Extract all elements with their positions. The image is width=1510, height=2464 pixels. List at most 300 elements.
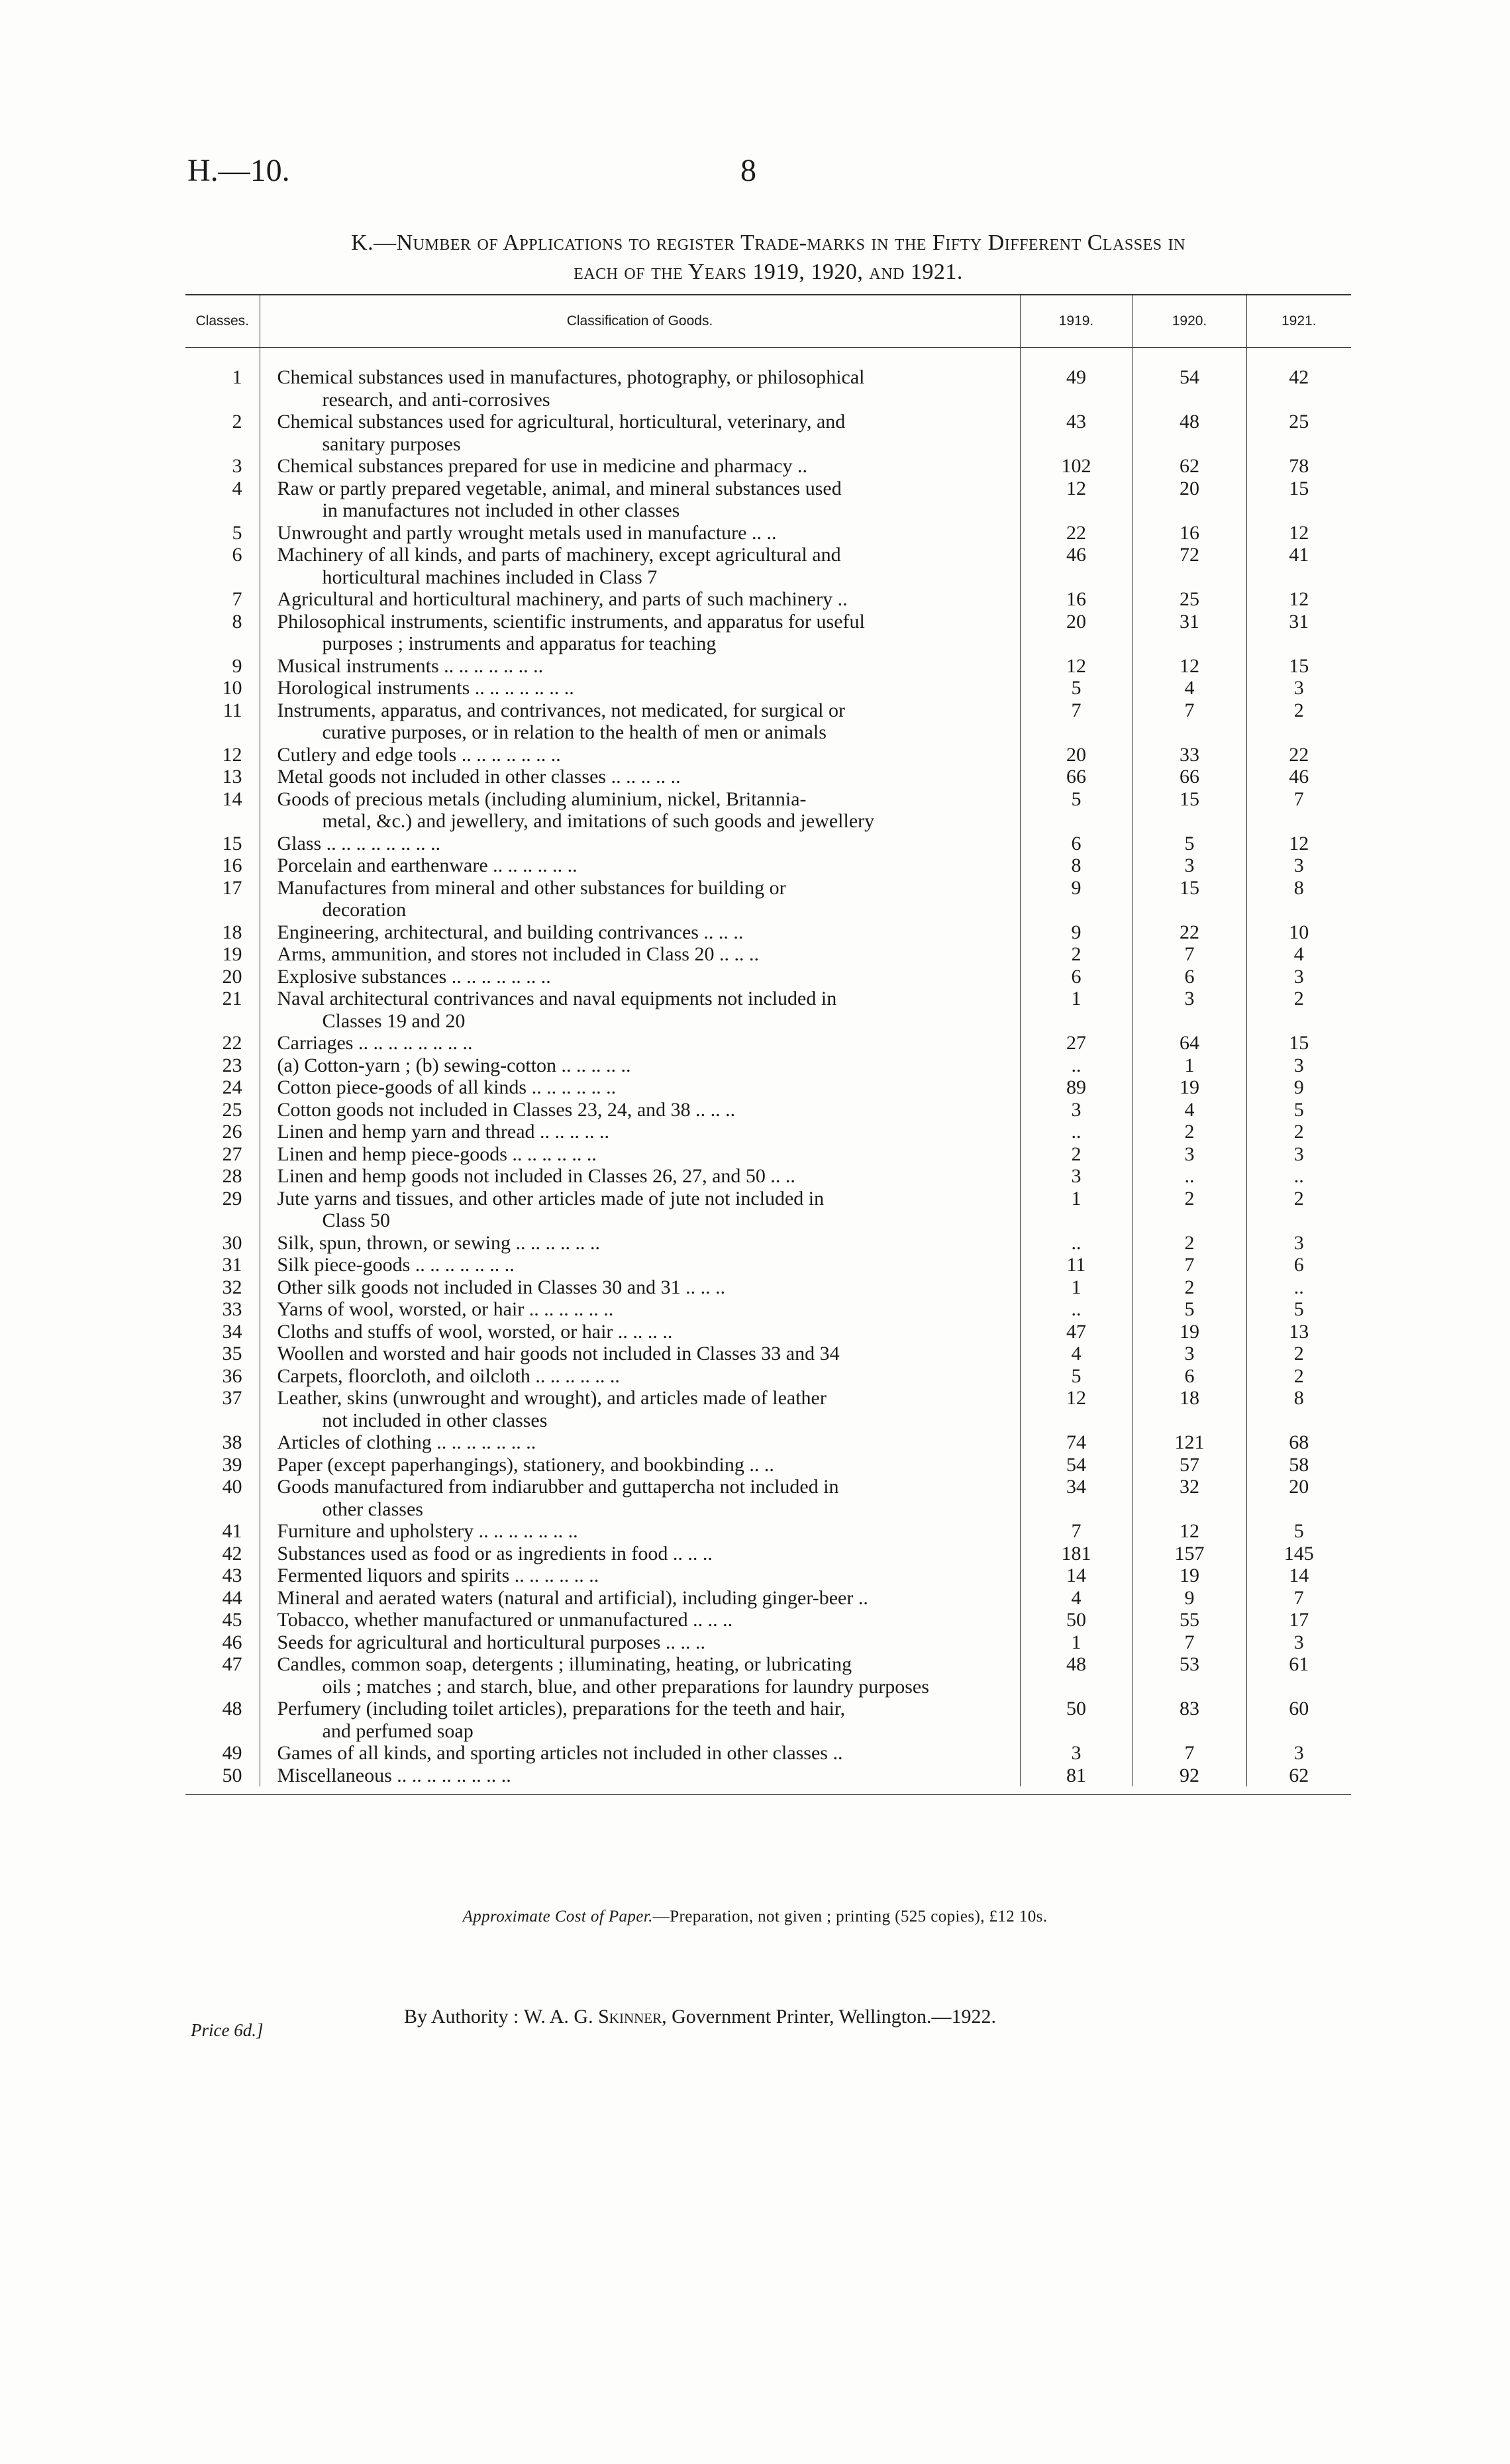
- classification-description: [260, 921, 1020, 944]
- table-row: [185, 655, 1351, 678]
- count-1921: 3: [1293, 1742, 1304, 1764]
- table-row: [185, 1631, 1351, 1654]
- spacer-cell: [1246, 348, 1351, 367]
- table-row: [185, 1321, 1351, 1343]
- description-text: Furniture and upholstery .. .. .. .. .. .. ..: [277, 1520, 578, 1542]
- table-row: [185, 1698, 1351, 1742]
- count-1920: 53: [1132, 1653, 1246, 1698]
- count-1919: 11: [1020, 1254, 1132, 1276]
- count-1919: ..: [1020, 1054, 1132, 1077]
- classification-description: [260, 744, 1020, 766]
- classification-description: [260, 544, 1020, 588]
- description-text: Unwrought and partly wrought metals used in manufacture .. ..: [277, 521, 777, 544]
- table-row: [185, 921, 1351, 944]
- count-1920: 12: [1132, 655, 1246, 678]
- description-text: Cutlery and edge tools .. .. .. .. .. .. ..: [277, 743, 561, 766]
- cost-note-text: —Preparation, not given ; printing (525 copies), £12 10s.: [652, 1908, 1048, 1925]
- count-1919: 34: [1020, 1476, 1132, 1520]
- count-1921: 2: [1293, 1364, 1304, 1387]
- class-number: 12: [185, 744, 260, 766]
- table-row: [185, 611, 1351, 655]
- classification-description: [260, 411, 1020, 455]
- count-1920: ..: [1132, 1165, 1246, 1188]
- count-1921: 46: [1289, 766, 1309, 788]
- column-header-classes: Classes.: [185, 295, 260, 348]
- spacer-cell: [260, 348, 1020, 367]
- classification-description: [260, 988, 1020, 1032]
- count-1920: 7: [1132, 943, 1246, 966]
- classification-description: [260, 1232, 1020, 1255]
- table-header-row: [185, 295, 1351, 348]
- description-continuation: not included in other classes: [322, 1409, 548, 1431]
- description-text: Musical instruments .. .. .. .. .. .. ..: [277, 654, 544, 677]
- classification-description: [260, 1143, 1020, 1166]
- table-title-line-2: each of the Years 1919, 1920, and 1921.: [574, 260, 963, 284]
- table-row: [185, 1520, 1351, 1543]
- column-header-1921: 1921.: [1246, 295, 1351, 348]
- class-number: 28: [185, 1165, 260, 1188]
- classification-description: [260, 699, 1020, 744]
- count-1920: 6: [1132, 966, 1246, 988]
- count-1920: 64: [1132, 1032, 1246, 1054]
- classification-description: [260, 1543, 1020, 1565]
- count-1921: 8: [1293, 876, 1304, 899]
- table-row: [185, 1099, 1351, 1121]
- classification-description: [260, 1032, 1020, 1054]
- description-text: Metal goods not included in other classes .. .. .. .. ..: [277, 766, 681, 788]
- table-row: [185, 1254, 1351, 1276]
- classification-description: [260, 1365, 1020, 1388]
- class-number: 16: [185, 854, 260, 877]
- count-1920: 5: [1132, 1298, 1246, 1321]
- class-number: 47: [185, 1653, 260, 1698]
- class-number: 42: [185, 1543, 260, 1565]
- classification-description: [260, 1609, 1020, 1631]
- class-number: 4: [185, 478, 260, 522]
- count-1921: 3: [1293, 1231, 1304, 1254]
- table-title-line-1: K.—Number of Applications to register Trade-marks in the Fifty Different Classes in: [351, 231, 1185, 255]
- class-number: 37: [185, 1387, 260, 1431]
- description-text: Woollen and worsted and hair goods not included in Classes 33 and 34: [277, 1343, 840, 1364]
- classification-description: [260, 1054, 1020, 1077]
- description-continuation: Classes 19 and 20: [322, 1009, 466, 1032]
- class-number: 49: [185, 1742, 260, 1765]
- description-text: Cotton piece-goods of all kinds .. .. .. .. .. ..: [277, 1076, 617, 1098]
- classification-description: [260, 1431, 1020, 1454]
- classification-description: [260, 833, 1020, 855]
- count-1920: 7: [1132, 699, 1246, 744]
- count-1921: 3: [1293, 1054, 1304, 1076]
- cost-note-label: Approximate Cost of Paper.: [462, 1908, 653, 1925]
- count-1920: 4: [1132, 677, 1246, 699]
- classification-description: [260, 1698, 1020, 1742]
- count-1920: 57: [1132, 1454, 1246, 1476]
- count-1919: 27: [1020, 1032, 1132, 1054]
- price-note: Price 6d.]: [191, 2020, 264, 2040]
- count-1919: 12: [1020, 478, 1132, 522]
- count-1919: 181: [1020, 1543, 1132, 1565]
- count-1921: 2: [1293, 1121, 1304, 1143]
- description-continuation: purposes ; instruments and apparatus for teaching: [322, 633, 717, 654]
- table-row: [185, 1653, 1351, 1698]
- column-header-1919: 1919.: [1020, 295, 1132, 348]
- table-row: [185, 1387, 1351, 1431]
- authority-prefix: By Authority :: [404, 2006, 519, 2028]
- table-row: [185, 1032, 1351, 1054]
- count-1919: 7: [1020, 699, 1132, 744]
- count-1920: 7: [1132, 1254, 1246, 1276]
- table-row: [185, 1054, 1351, 1077]
- description-text: Perfumery (including toilet articles), preparations for the teeth and hair,: [277, 1698, 846, 1720]
- class-number: 24: [185, 1076, 260, 1099]
- class-number: 13: [185, 766, 260, 788]
- classification-description: [260, 854, 1020, 877]
- trade-marks-table: [185, 295, 1351, 1786]
- authority-suffix: , Government Printer, Wellington.—1922.: [662, 2006, 997, 2028]
- classification-description: [260, 1254, 1020, 1276]
- count-1920: 2: [1132, 1188, 1246, 1232]
- table-row: [185, 766, 1351, 788]
- class-number: 48: [185, 1698, 260, 1742]
- class-number: 34: [185, 1321, 260, 1343]
- table-row: [185, 544, 1351, 588]
- count-1921: 25: [1289, 411, 1309, 433]
- count-1920: 1: [1132, 1054, 1246, 1077]
- description-continuation: research, and anti-corrosives: [322, 388, 550, 411]
- count-1921: 31: [1289, 610, 1309, 633]
- count-1921: 42: [1289, 366, 1309, 388]
- class-number: 26: [185, 1121, 260, 1143]
- classification-description: [260, 478, 1020, 522]
- count-1919: 6: [1020, 966, 1132, 988]
- count-1919: 4: [1020, 1587, 1132, 1610]
- column-header-1920: 1920.: [1132, 295, 1246, 348]
- description-text: Raw or partly prepared vegetable, animal, and mineral substances used: [277, 477, 842, 499]
- count-1921: 5: [1293, 1098, 1304, 1121]
- classification-description: [260, 1476, 1020, 1520]
- table-row: [185, 411, 1351, 455]
- count-1919: 89: [1020, 1076, 1132, 1099]
- classification-description: [260, 877, 1020, 921]
- bottom-rule: [185, 1794, 1351, 1795]
- classification-description: [260, 655, 1020, 678]
- class-number: 7: [185, 588, 260, 611]
- table-row: [185, 744, 1351, 766]
- count-1921: 2: [1293, 699, 1304, 721]
- table-row: [185, 1165, 1351, 1188]
- class-number: 44: [185, 1587, 260, 1610]
- classification-description: [260, 1520, 1020, 1543]
- description-continuation: horticultural machines included in Class 7: [322, 566, 658, 588]
- class-number: 32: [185, 1276, 260, 1299]
- count-1919: 1: [1020, 1631, 1132, 1654]
- description-text: Candles, common soap, detergents ; illuminating, heating, or lubricating: [277, 1653, 852, 1675]
- description-continuation: Class 50: [322, 1209, 391, 1231]
- class-number: 6: [185, 544, 260, 588]
- count-1921: 3: [1293, 854, 1304, 876]
- table-row: [185, 1365, 1351, 1388]
- description-text: Chemical substances used for agricultural, horticultural, veterinary, and: [277, 411, 846, 433]
- table-row: [185, 1298, 1351, 1321]
- table-row: [185, 1431, 1351, 1454]
- count-1920: 7: [1132, 1631, 1246, 1654]
- table-title: [185, 229, 1351, 287]
- count-1920: 2: [1132, 1276, 1246, 1299]
- count-1919: 49: [1020, 366, 1132, 411]
- count-1919: 3: [1020, 1099, 1132, 1121]
- description-text: Articles of clothing .. .. .. .. .. .. ..: [277, 1431, 536, 1453]
- classification-description: [260, 1298, 1020, 1321]
- description-text: Chemical substances prepared for use in medicine and pharmacy ..: [277, 455, 808, 477]
- description-text: Seeds for agricultural and horticultural purposes .. .. ..: [277, 1631, 705, 1653]
- count-1921: 3: [1293, 1631, 1304, 1653]
- description-text: Linen and hemp goods not included in Classes 26, 27, and 50 .. ..: [277, 1165, 795, 1187]
- class-number: 8: [185, 611, 260, 655]
- classification-description: [260, 1653, 1020, 1698]
- class-number: 29: [185, 1188, 260, 1232]
- count-1921: 12: [1289, 588, 1309, 610]
- description-text: Naval architectural contrivances and naval equipments not included in: [277, 988, 837, 1009]
- description-text: Silk piece-goods .. .. .. .. .. .. ..: [277, 1254, 515, 1276]
- count-1920: 19: [1132, 1321, 1246, 1343]
- count-1919: ..: [1020, 1232, 1132, 1255]
- class-number: 27: [185, 1143, 260, 1166]
- description-continuation: other classes: [322, 1498, 423, 1520]
- classification-description: [260, 943, 1020, 966]
- count-1921: 3: [1293, 965, 1304, 988]
- count-1920: 7: [1132, 1742, 1246, 1765]
- class-number: 10: [185, 677, 260, 699]
- classification-description: [260, 1188, 1020, 1232]
- count-1920: 15: [1132, 788, 1246, 833]
- classification-description: [260, 588, 1020, 611]
- class-number: 35: [185, 1343, 260, 1365]
- class-number: 2: [185, 411, 260, 455]
- count-1921: 15: [1289, 654, 1309, 677]
- description-text: Cloths and stuffs of wool, worsted, or hair .. .. .. ..: [277, 1320, 673, 1343]
- class-number: 17: [185, 877, 260, 921]
- description-text: Manufactures from mineral and other substances for building or: [277, 876, 786, 899]
- classification-description: [260, 1121, 1020, 1143]
- count-1920: 19: [1132, 1076, 1246, 1099]
- count-1921: ..: [1293, 1276, 1304, 1298]
- count-1920: 20: [1132, 478, 1246, 522]
- count-1921: 61: [1289, 1653, 1309, 1675]
- count-1921: 12: [1289, 832, 1309, 854]
- description-text: Arms, ammunition, and stores not included in Class 20 .. .. ..: [277, 943, 759, 965]
- count-1921: 8: [1293, 1387, 1304, 1409]
- count-1920: 22: [1132, 921, 1246, 944]
- classification-description: [260, 522, 1020, 544]
- table-row: [185, 966, 1351, 988]
- table-row: [185, 788, 1351, 833]
- description-text: Silk, spun, thrown, or sewing .. .. .. .. .. ..: [277, 1231, 600, 1254]
- class-number: 23: [185, 1054, 260, 1077]
- description-text: Substances used as food or as ingredients in food .. .. ..: [277, 1542, 713, 1565]
- count-1920: 2: [1132, 1232, 1246, 1255]
- classification-description: [260, 1276, 1020, 1299]
- description-text: Explosive substances .. .. .. .. .. .. ..: [277, 965, 551, 988]
- class-number: 9: [185, 655, 260, 678]
- count-1921: 20: [1289, 1476, 1309, 1498]
- count-1921: 41: [1289, 544, 1309, 566]
- classification-description: [260, 788, 1020, 833]
- classification-description: [260, 1765, 1020, 1787]
- description-text: Chemical substances used in manufactures, photography, or philosophical: [277, 366, 865, 388]
- count-1921: 9: [1293, 1076, 1304, 1098]
- count-1919: 20: [1020, 611, 1132, 655]
- count-1921: 7: [1293, 1586, 1304, 1609]
- count-1920: 6: [1132, 1365, 1246, 1388]
- table-row: [185, 1232, 1351, 1255]
- count-1920: 157: [1132, 1543, 1246, 1565]
- class-number: 50: [185, 1765, 260, 1787]
- class-number: 40: [185, 1476, 260, 1520]
- count-1921: 7: [1293, 788, 1304, 810]
- count-1919: ..: [1020, 1121, 1132, 1143]
- table-row: [185, 1076, 1351, 1099]
- classification-description: [260, 1165, 1020, 1188]
- classification-description: [260, 1587, 1020, 1610]
- column-header-classification: Classification of Goods.: [260, 295, 1020, 348]
- count-1919: 5: [1020, 1365, 1132, 1388]
- count-1921: 10: [1289, 921, 1309, 943]
- count-1920: 3: [1132, 988, 1246, 1032]
- class-number: 38: [185, 1431, 260, 1454]
- classification-description: [260, 455, 1020, 478]
- description-text: Tobacco, whether manufactured or unmanufactured .. .. ..: [277, 1609, 733, 1631]
- table-row: [185, 877, 1351, 921]
- class-number: 39: [185, 1454, 260, 1476]
- description-text: Linen and hemp yarn and thread .. .. .. .. ..: [277, 1121, 610, 1143]
- description-text: Linen and hemp piece-goods .. .. .. .. .. ..: [277, 1143, 597, 1165]
- count-1921: 62: [1289, 1764, 1309, 1786]
- count-1919: 20: [1020, 744, 1132, 766]
- description-text: Jute yarns and tissues, and other articles made of jute not included in: [277, 1187, 825, 1209]
- count-1920: 55: [1132, 1609, 1246, 1631]
- count-1920: 15: [1132, 877, 1246, 921]
- count-1919: ..: [1020, 1298, 1132, 1321]
- count-1921: 17: [1289, 1609, 1309, 1631]
- table-row: [185, 1565, 1351, 1587]
- table-row: [185, 1343, 1351, 1365]
- class-number: 31: [185, 1254, 260, 1276]
- class-number: 19: [185, 943, 260, 966]
- description-text: Mineral and aerated waters (natural and artificial), including ginger-beer ..: [277, 1586, 868, 1609]
- class-number: 11: [185, 699, 260, 744]
- table-row: [185, 478, 1351, 522]
- description-text: Philosophical instruments, scientific instruments, and apparatus for useful: [277, 610, 865, 633]
- description-text: Carriages .. .. .. .. .. .. .. ..: [277, 1032, 473, 1054]
- count-1920: 3: [1132, 854, 1246, 877]
- table-row: [185, 1188, 1351, 1232]
- class-number: 1: [185, 366, 260, 411]
- count-1921: 15: [1289, 1032, 1309, 1054]
- class-number: 45: [185, 1609, 260, 1631]
- count-1920: 83: [1132, 1698, 1246, 1742]
- description-text: Instruments, apparatus, and contrivances, not medicated, for surgical or: [277, 699, 846, 721]
- count-1920: 2: [1132, 1121, 1246, 1143]
- count-1919: 66: [1020, 766, 1132, 788]
- count-1920: 62: [1132, 455, 1246, 478]
- count-1920: 33: [1132, 744, 1246, 766]
- count-1919: 48: [1020, 1653, 1132, 1698]
- table-row: [185, 1276, 1351, 1299]
- classification-description: [260, 966, 1020, 988]
- class-number: 33: [185, 1298, 260, 1321]
- count-1921: 14: [1289, 1565, 1309, 1586]
- count-1921: 68: [1289, 1431, 1309, 1453]
- table-row: [185, 854, 1351, 877]
- page-number: 8: [740, 153, 756, 188]
- count-1920: 18: [1132, 1387, 1246, 1431]
- table-row: [185, 1454, 1351, 1476]
- count-1919: 8: [1020, 854, 1132, 877]
- description-text: Fermented liquors and spirits .. .. .. .. .. ..: [277, 1565, 599, 1586]
- classification-description: [260, 1343, 1020, 1365]
- table-row: [185, 699, 1351, 744]
- count-1919: 5: [1020, 788, 1132, 833]
- count-1921: 22: [1289, 743, 1309, 766]
- table-row: [185, 677, 1351, 699]
- class-number: 18: [185, 921, 260, 944]
- class-number: 22: [185, 1032, 260, 1054]
- classification-description: [260, 1387, 1020, 1431]
- count-1921: 60: [1289, 1698, 1309, 1720]
- count-1919: 2: [1020, 943, 1132, 966]
- class-number: 36: [185, 1365, 260, 1388]
- count-1920: 25: [1132, 588, 1246, 611]
- count-1920: 3: [1132, 1343, 1246, 1365]
- count-1920: 3: [1132, 1143, 1246, 1166]
- table-row: [185, 522, 1351, 544]
- count-1920: 32: [1132, 1476, 1246, 1520]
- class-number: 20: [185, 966, 260, 988]
- count-1920: 9: [1132, 1587, 1246, 1610]
- printer-authority: [404, 2006, 996, 2028]
- count-1919: 7: [1020, 1520, 1132, 1543]
- table-spacer-row: [185, 348, 1351, 367]
- count-1919: 1: [1020, 988, 1132, 1032]
- count-1920: 16: [1132, 522, 1246, 544]
- count-1919: 2: [1020, 1143, 1132, 1166]
- table-row: [185, 1587, 1351, 1610]
- table-row: [185, 1765, 1351, 1787]
- printer-name: W. A. G. Skinner: [523, 2006, 662, 2028]
- count-1920: 72: [1132, 544, 1246, 588]
- description-text: Cotton goods not included in Classes 23, 24, and 38 .. .. ..: [277, 1098, 736, 1121]
- count-1919: 43: [1020, 411, 1132, 455]
- count-1920: 31: [1132, 611, 1246, 655]
- count-1919: 14: [1020, 1565, 1132, 1587]
- count-1921: 78: [1289, 455, 1309, 477]
- class-number: 46: [185, 1631, 260, 1654]
- table-row: [185, 833, 1351, 855]
- count-1919: 3: [1020, 1742, 1132, 1765]
- description-text: Machinery of all kinds, and parts of machinery, except agricultural and: [277, 544, 841, 566]
- classification-description: [260, 611, 1020, 655]
- count-1919: 50: [1020, 1698, 1132, 1742]
- description-text: Agricultural and horticultural machinery, and parts of such machinery ..: [277, 588, 848, 610]
- count-1921: 145: [1284, 1542, 1314, 1565]
- classification-description: [260, 766, 1020, 788]
- count-1921: 5: [1293, 1520, 1304, 1542]
- count-1921: 5: [1293, 1298, 1304, 1320]
- count-1919: 9: [1020, 921, 1132, 944]
- count-1919: 3: [1020, 1165, 1132, 1188]
- count-1919: 50: [1020, 1609, 1132, 1631]
- count-1920: 12: [1132, 1520, 1246, 1543]
